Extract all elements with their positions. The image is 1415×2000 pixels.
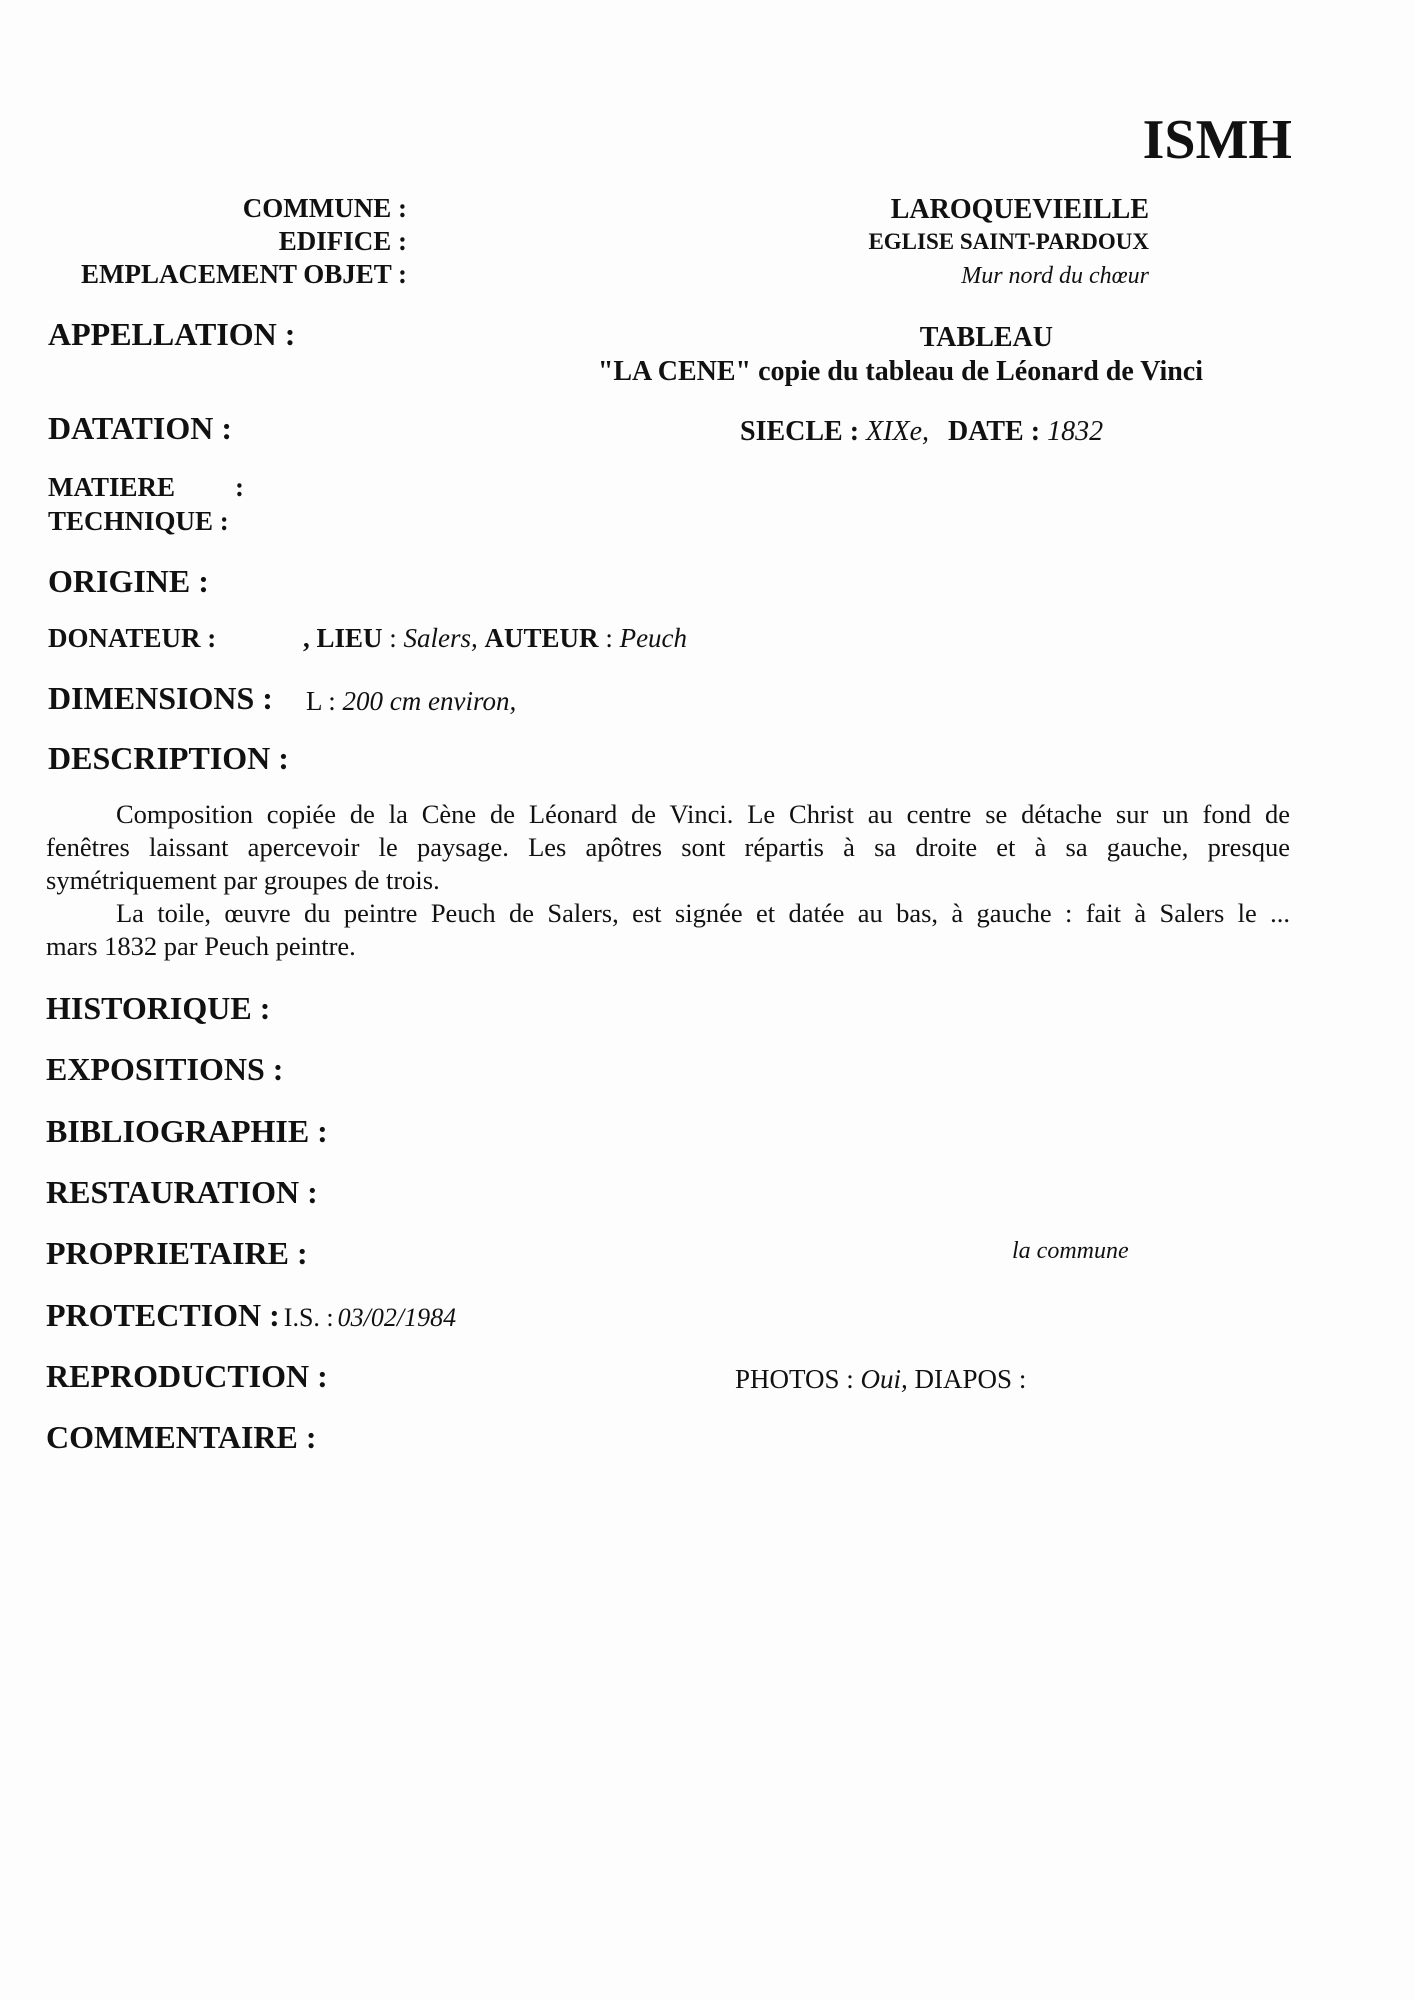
description-line: symétriquement par groupes de trois.: [46, 865, 440, 895]
lieu-label: , LIEU: [303, 623, 383, 653]
description-line: Composition copiée de la Cène de Léonard de Vinci. Le Christ au centre se détache sur un fond de: [116, 799, 1290, 829]
reproduction-label: REPRODUCTION :: [46, 1358, 328, 1394]
donateur-values: [303, 623, 687, 654]
restauration-label: RESTAURATION :: [46, 1174, 318, 1210]
proprietaire-value: la commune: [1012, 1238, 1129, 1264]
location-values: [868, 194, 1149, 294]
description-line: mars 1832 par Peuch peintre.: [46, 931, 356, 961]
date-value: 1832: [1047, 416, 1104, 447]
l-value: 200 cm environ,: [342, 686, 517, 716]
lieu-colon: :: [389, 623, 397, 653]
diapos-label: DIAPOS :: [914, 1364, 1027, 1394]
protection-label: PROTECTION :: [46, 1297, 280, 1333]
description-text: [46, 798, 1290, 963]
bibliographie-label: BIBLIOGRAPHIE :: [46, 1113, 328, 1149]
reproduction-values: [735, 1364, 1026, 1395]
siecle-value: XIXe,: [866, 416, 930, 447]
description-label: DESCRIPTION :: [48, 740, 289, 776]
expositions-label: EXPOSITIONS :: [46, 1051, 284, 1087]
photos-label: PHOTOS :: [735, 1364, 854, 1394]
emplacement-label: EMPLACEMENT OBJET :: [80, 259, 407, 289]
commentaire-label: COMMENTAIRE :: [46, 1419, 317, 1455]
appellation-value-1: TABLEAU: [919, 322, 1053, 353]
siecle-label: SIECLE :: [740, 416, 860, 447]
date-label: DATE :: [948, 416, 1041, 447]
location-labels: [81, 192, 407, 291]
protection-row: [46, 1297, 456, 1334]
origine-label: ORIGINE :: [48, 563, 209, 599]
description-line: La toile, œuvre du peintre Peuch de Salers, est signée et datée au bas, à gauche : fait à Salers le ...: [116, 898, 1290, 928]
l-label: L :: [306, 686, 336, 716]
appellation-label: APPELLATION :: [48, 316, 296, 352]
photos-value: Oui,: [860, 1364, 908, 1394]
description-line: fenêtres laissant apercevoir le paysage. Les apôtres sont répartis à sa droite et à sa gauche, presque: [46, 832, 1290, 862]
description-paragraph-2: [46, 897, 1290, 963]
technique-label: TECHNIQUE :: [48, 506, 229, 536]
edifice-value: EGLISE SAINT-PARDOUX: [868, 229, 1149, 254]
protection-is-label: I.S. :: [283, 1303, 334, 1332]
protection-is-value: 03/02/1984: [337, 1303, 457, 1332]
commune-value: LAROQUEVIEILLE: [890, 194, 1149, 225]
auteur-colon: :: [605, 623, 613, 653]
datation-values: [740, 416, 1103, 448]
appellation-value-2: "LA CENE" copie du tableau de Léonard de Vinci: [597, 356, 1203, 387]
auteur-label: AUTEUR: [484, 623, 599, 653]
matiere-label: MATIERE :: [48, 472, 244, 502]
dimensions-label: DIMENSIONS :: [48, 680, 273, 716]
edifice-label: EDIFICE :: [278, 226, 407, 256]
proprietaire-label: PROPRIETAIRE :: [46, 1235, 308, 1271]
historique-label: HISTORIQUE :: [46, 990, 271, 1026]
datation-label: DATATION :: [48, 410, 232, 446]
emplacement-value: Mur nord du chœur: [961, 263, 1149, 289]
lieu-value: Salers,: [403, 623, 478, 653]
donateur-label: DONATEUR :: [48, 623, 217, 653]
auteur-value: Peuch: [619, 623, 688, 653]
description-paragraph-1: [46, 798, 1290, 897]
commune-label: COMMUNE :: [242, 193, 407, 223]
dimensions-values: [306, 686, 516, 717]
ismh-title: ISMH: [1142, 109, 1292, 171]
